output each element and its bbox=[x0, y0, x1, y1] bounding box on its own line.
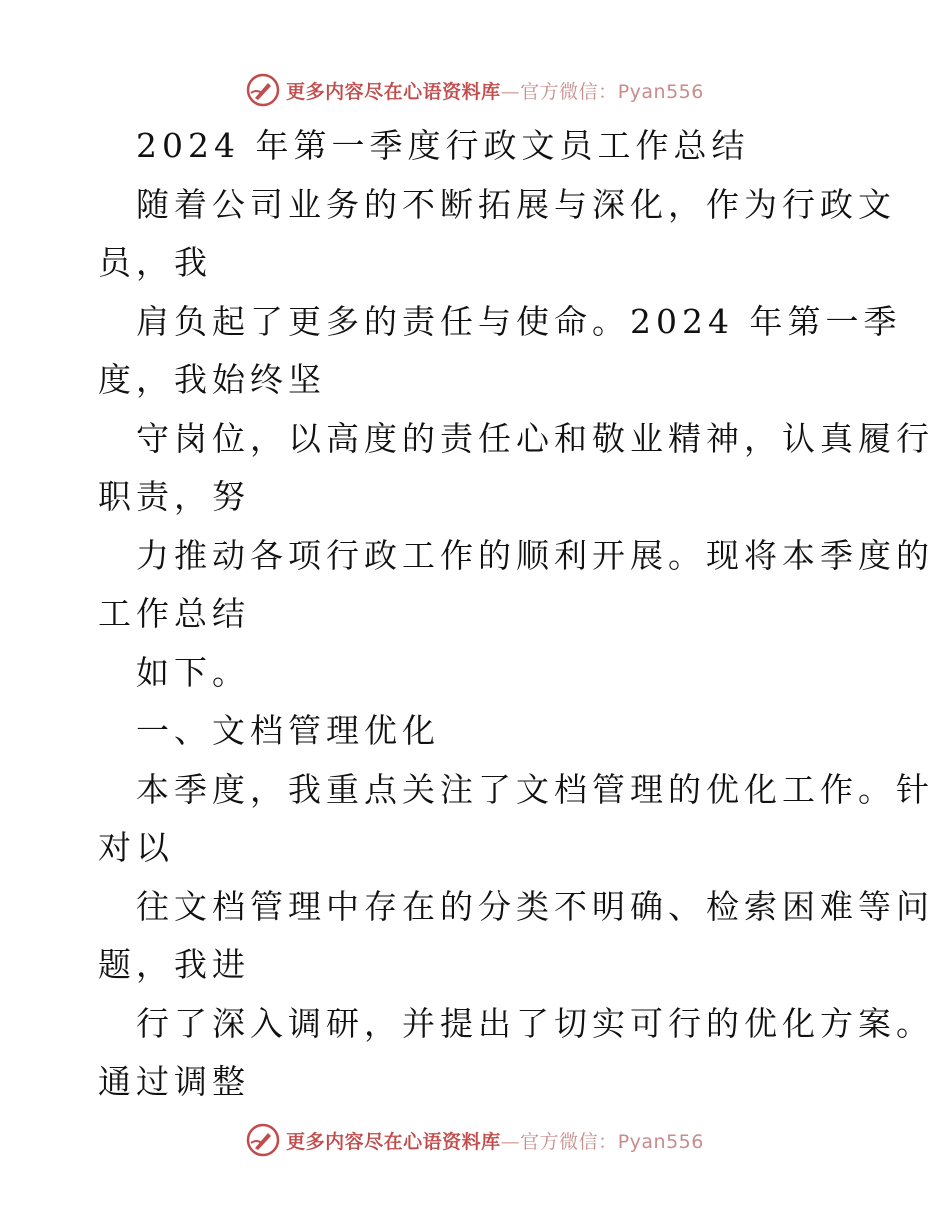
watermark-text bbox=[286, 1127, 704, 1154]
watermark-header bbox=[0, 70, 950, 110]
watermark-suffix: 官方微信： bbox=[520, 80, 618, 103]
watermark-brand: 更多内容尽在心语资料库 bbox=[286, 80, 501, 103]
paragraph-line: 题，我进 bbox=[98, 945, 250, 984]
pen-logo-icon bbox=[246, 73, 280, 107]
paragraph-line: 对以 bbox=[98, 828, 174, 867]
paragraph-line: 随着公司业务的不断拓展与深化，作为行政文 bbox=[136, 184, 896, 224]
paragraph-line: 力推动各项行政工作的顺利开展。现将本季度的 bbox=[136, 535, 934, 575]
watermark-separator: — bbox=[500, 80, 521, 103]
document-title: 2024 年第一季度行政文员工作总结 bbox=[136, 126, 750, 165]
paragraph-line: 本季度，我重点关注了文档管理的优化工作。针 bbox=[136, 769, 934, 809]
paragraph-line: 肩负起了更多的责任与使命。2024 年第一季 bbox=[136, 301, 902, 341]
paragraph-line: 度，我始终坚 bbox=[98, 360, 326, 399]
watermark-account: Pyan556 bbox=[617, 1130, 704, 1153]
watermark-account: Pyan556 bbox=[617, 80, 704, 103]
watermark-footer bbox=[0, 1120, 950, 1160]
paragraph-line: 行了深入调研，并提出了切实可行的优化方案。 bbox=[136, 1003, 934, 1043]
watermark-text bbox=[286, 77, 704, 104]
paragraph-line: 往文档管理中存在的分类不明确、检索困难等问 bbox=[136, 886, 934, 926]
paragraph-line: 一、文档管理优化 bbox=[136, 711, 440, 750]
paragraph-line: 工作总结 bbox=[98, 594, 250, 633]
paragraph-line: 如下。 bbox=[136, 652, 250, 692]
paragraph-line: 守岗位，以高度的责任心和敬业精神，认真履行 bbox=[136, 418, 934, 458]
pen-logo-icon bbox=[246, 1123, 280, 1157]
watermark-separator: — bbox=[500, 1130, 521, 1153]
paragraph-line: 通过调整 bbox=[98, 1062, 250, 1101]
paragraph-line: 职责，努 bbox=[98, 477, 250, 516]
watermark-brand: 更多内容尽在心语资料库 bbox=[286, 1130, 501, 1153]
paragraph-line: 员，我 bbox=[98, 243, 212, 282]
watermark-suffix: 官方微信： bbox=[520, 1130, 618, 1153]
document-body bbox=[98, 117, 934, 1112]
